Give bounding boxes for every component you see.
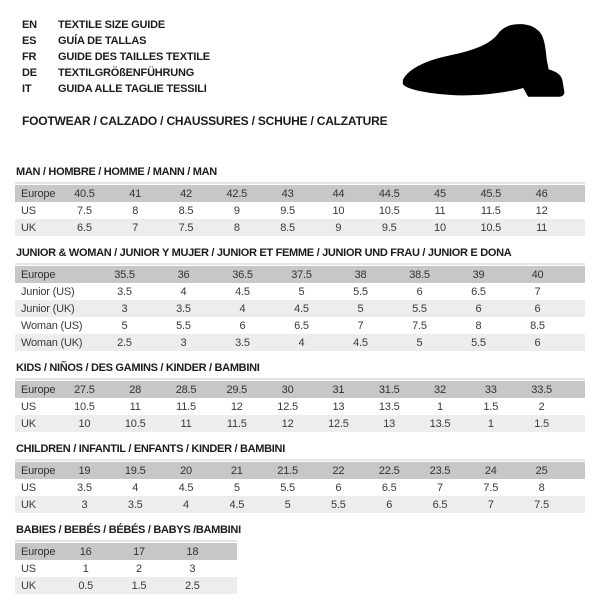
size-cell: 9.5 [364,219,415,236]
size-cell: 1.5 [516,415,567,432]
language-label: TEXTILE SIZE GUIDE [58,19,166,31]
size-cell: 46 [516,185,567,202]
size-cell: 10 [59,415,110,432]
size-cell: 43 [262,185,313,202]
size-cell: 11 [516,219,567,236]
row-label: Europe [15,185,59,202]
size-cell: 3.5 [154,300,213,317]
size-cell: 6 [390,283,449,300]
size-cell: 10.5 [110,415,161,432]
size-cell: 1 [415,398,466,415]
size-table-junior-woman [15,266,585,351]
size-cell: 6.5 [272,317,331,334]
size-cell: 6 [364,496,415,513]
size-cell: 4.5 [213,283,272,300]
row-label: Woman (UK) [15,334,95,351]
size-cell: 3.5 [213,334,272,351]
filler-cell [567,202,585,219]
size-cell: 45 [415,185,466,202]
size-cell: 42.5 [211,185,262,202]
row-label: US [15,398,59,415]
size-cell: 6 [449,300,508,317]
language-label: GUÍA DE TALLAS [58,35,147,47]
size-cell: 5.5 [390,300,449,317]
table-top-rule [15,378,585,380]
size-cell: 7.5 [465,479,516,496]
size-cell: 42 [161,185,212,202]
size-cell: 25 [516,462,567,479]
size-cell: 3 [154,334,213,351]
table-row [15,496,585,513]
filler-cell [567,334,585,351]
filler-cell [219,560,237,577]
size-cell: 9 [313,219,364,236]
row-label: UK [15,219,59,236]
row-label: UK [15,415,59,432]
size-cell: 4 [213,300,272,317]
language-code: FR [22,51,37,63]
size-cell: 7.5 [516,496,567,513]
table-row [15,185,585,202]
size-cell: 2.5 [166,577,219,594]
table-row [15,300,585,317]
size-cell: 3.5 [95,283,154,300]
filler-cell [219,577,237,594]
size-cell: 13.5 [364,398,415,415]
size-cell: 12 [211,398,262,415]
size-cell: 1 [465,415,516,432]
row-label: Europe [15,462,59,479]
size-cell: 18 [166,543,219,560]
size-cell: 10 [415,219,466,236]
size-cell: 13 [364,415,415,432]
section-title: JUNIOR & WOMAN / JUNIOR Y MUJER / JUNIOR ET FEMME / JUNIOR UND FRAU / JUNIOR E DONA [16,247,512,259]
table-top-rule [15,182,585,184]
filler-cell [567,300,585,317]
size-cell: 41 [110,185,161,202]
row-label: Europe [15,266,95,283]
size-cell: 5 [272,283,331,300]
size-cell: 13 [313,398,364,415]
size-cell: 7 [415,479,466,496]
size-cell: 5 [331,300,390,317]
size-cell: 7.5 [161,219,212,236]
size-cell: 8.5 [161,202,212,219]
table-row [15,415,585,432]
size-cell: 10.5 [364,202,415,219]
size-cell: 5.5 [154,317,213,334]
size-cell: 32 [415,381,466,398]
language-code: EN [22,19,37,31]
size-cell: 5 [262,496,313,513]
language-label: GUIDE DES TAILLES TEXTILE [58,51,210,63]
size-cell: 20 [161,462,212,479]
size-cell: 4 [110,479,161,496]
size-cell: 11.5 [161,398,212,415]
filler-cell [567,496,585,513]
size-cell: 5.5 [449,334,508,351]
size-cell: 13.5 [415,415,466,432]
size-cell: 5.5 [331,283,390,300]
size-cell: 11 [415,202,466,219]
size-cell: 3 [166,560,219,577]
language-label: GUIDA ALLE TAGLIE TESSILI [58,83,207,95]
size-cell: 11 [110,398,161,415]
section-title: BABIES / BEBÉS / BÉBÉS / BABYS /BAMBINI [16,524,241,536]
size-cell: 0.5 [59,577,112,594]
size-cell: 45.5 [465,185,516,202]
size-cell: 44 [313,185,364,202]
size-cell: 4 [272,334,331,351]
size-cell: 40 [508,266,567,283]
table-row [15,317,585,334]
size-cell: 27.5 [59,381,110,398]
size-cell: 3.5 [59,479,110,496]
language-code: ES [22,35,37,47]
size-cell: 7.5 [390,317,449,334]
size-cell: 1 [59,560,112,577]
size-cell: 12 [516,202,567,219]
size-cell: 5 [390,334,449,351]
size-cell: 38 [331,266,390,283]
size-cell: 10.5 [465,219,516,236]
size-cell: 37.5 [272,266,331,283]
size-cell: 4 [161,496,212,513]
size-cell: 38.5 [390,266,449,283]
size-cell: 28.5 [161,381,212,398]
language-label: TEXTILGRÖßENFÜHRUNG [58,67,195,79]
size-cell: 5.5 [313,496,364,513]
size-cell: 4 [154,283,213,300]
size-cell: 6 [313,479,364,496]
size-cell: 1.5 [465,398,516,415]
table-row [15,334,585,351]
size-section-babies [15,524,585,594]
size-cell: 29.5 [211,381,262,398]
size-cell: 10.5 [59,398,110,415]
table-row [15,266,585,283]
size-cell: 8.5 [262,219,313,236]
size-cell: 1.5 [112,577,165,594]
size-cell: 17 [112,543,165,560]
size-cell: 2 [112,560,165,577]
size-cell: 30 [262,381,313,398]
section-title: KIDS / NIÑOS / DES GAMINS / KINDER / BAMBINI [16,362,260,374]
size-cell: 3 [59,496,110,513]
size-cell: 19.5 [110,462,161,479]
table-top-rule [15,540,237,542]
size-cell: 8 [211,219,262,236]
size-section-children [15,443,585,513]
size-cell: 10 [313,202,364,219]
size-cell: 35.5 [95,266,154,283]
size-cell: 6 [213,317,272,334]
size-cell: 33.5 [516,381,567,398]
filler-cell [567,479,585,496]
size-cell: 4.5 [331,334,390,351]
table-top-rule [15,263,585,265]
size-cell: 16 [59,543,112,560]
filler-cell [567,185,585,202]
size-cell: 4.5 [161,479,212,496]
size-cell: 12.5 [262,398,313,415]
size-cell: 24 [465,462,516,479]
size-cell: 22.5 [364,462,415,479]
size-cell: 11.5 [211,415,262,432]
size-cell: 39 [449,266,508,283]
size-cell: 2.5 [95,334,154,351]
size-cell: 6 [508,334,567,351]
size-cell: 12.5 [313,415,364,432]
size-cell: 9 [211,202,262,219]
size-cell: 7 [508,283,567,300]
size-cell: 6.5 [59,219,110,236]
size-cell: 5 [95,317,154,334]
size-cell: 8 [449,317,508,334]
size-cell: 4.5 [211,496,262,513]
row-label: UK [15,577,59,594]
filler-cell [567,219,585,236]
size-cell: 36.5 [213,266,272,283]
language-code: IT [22,83,32,95]
size-cell: 6 [508,300,567,317]
size-cell: 6.5 [415,496,466,513]
size-section-man [15,166,585,236]
size-cell: 8 [516,479,567,496]
table-row [15,398,585,415]
size-cell: 23.5 [415,462,466,479]
table-top-rule [15,459,585,461]
category-title: FOOTWEAR / CALZADO / CHAUSSURES / SCHUHE / CALZATURE [22,114,388,128]
row-label: Junior (UK) [15,300,95,317]
table-row [15,381,585,398]
table-row [15,462,585,479]
filler-cell [567,317,585,334]
size-section-kids [15,362,585,432]
size-cell: 21.5 [262,462,313,479]
table-row [15,202,585,219]
dress-shoe-icon [394,20,580,104]
size-cell: 7 [465,496,516,513]
section-title: CHILDREN / INFANTIL / ENFANTS / KINDER / BAMBINI [16,443,285,455]
size-section-junior-woman [15,247,585,351]
size-cell: 2 [516,398,567,415]
filler-cell [567,283,585,300]
size-table-children [15,462,585,513]
size-cell: 40.5 [59,185,110,202]
section-title: MAN / HOMBRE / HOMME / MANN / MAN [16,166,217,178]
row-label: Woman (US) [15,317,95,334]
size-cell: 5 [211,479,262,496]
table-row [15,479,585,496]
row-label: US [15,560,59,577]
size-cell: 28 [110,381,161,398]
size-cell: 3.5 [110,496,161,513]
size-cell: 11 [161,415,212,432]
filler-cell [567,462,585,479]
size-cell: 4.5 [272,300,331,317]
row-label: Europe [15,381,59,398]
row-label: Junior (US) [15,283,95,300]
filler-cell [567,266,585,283]
filler-cell [219,543,237,560]
size-cell: 12 [262,415,313,432]
row-label: US [15,202,59,219]
size-cell: 7 [331,317,390,334]
size-cell: 6.5 [364,479,415,496]
row-label: US [15,479,59,496]
size-cell: 31 [313,381,364,398]
row-label: UK [15,496,59,513]
size-cell: 7 [110,219,161,236]
size-tables [15,166,585,594]
size-cell: 22 [313,462,364,479]
filler-cell [567,415,585,432]
size-cell: 9.5 [262,202,313,219]
table-row [15,219,585,236]
table-row [15,560,237,577]
filler-cell [567,381,585,398]
size-cell: 44.5 [364,185,415,202]
filler-cell [567,398,585,415]
size-cell: 21 [211,462,262,479]
size-cell: 5.5 [262,479,313,496]
size-cell: 8 [110,202,161,219]
row-label: Europe [15,543,59,560]
size-cell: 3 [95,300,154,317]
size-table-babies [15,543,237,594]
size-cell: 11.5 [465,202,516,219]
table-row [15,577,237,594]
size-cell: 19 [59,462,110,479]
table-row [15,543,237,560]
language-code: DE [22,67,37,79]
size-cell: 7.5 [59,202,110,219]
table-row [15,283,585,300]
size-table-man [15,185,585,236]
size-cell: 33 [465,381,516,398]
size-cell: 36 [154,266,213,283]
size-table-kids [15,381,585,432]
size-cell: 31.5 [364,381,415,398]
size-cell: 6.5 [449,283,508,300]
size-cell: 8.5 [508,317,567,334]
